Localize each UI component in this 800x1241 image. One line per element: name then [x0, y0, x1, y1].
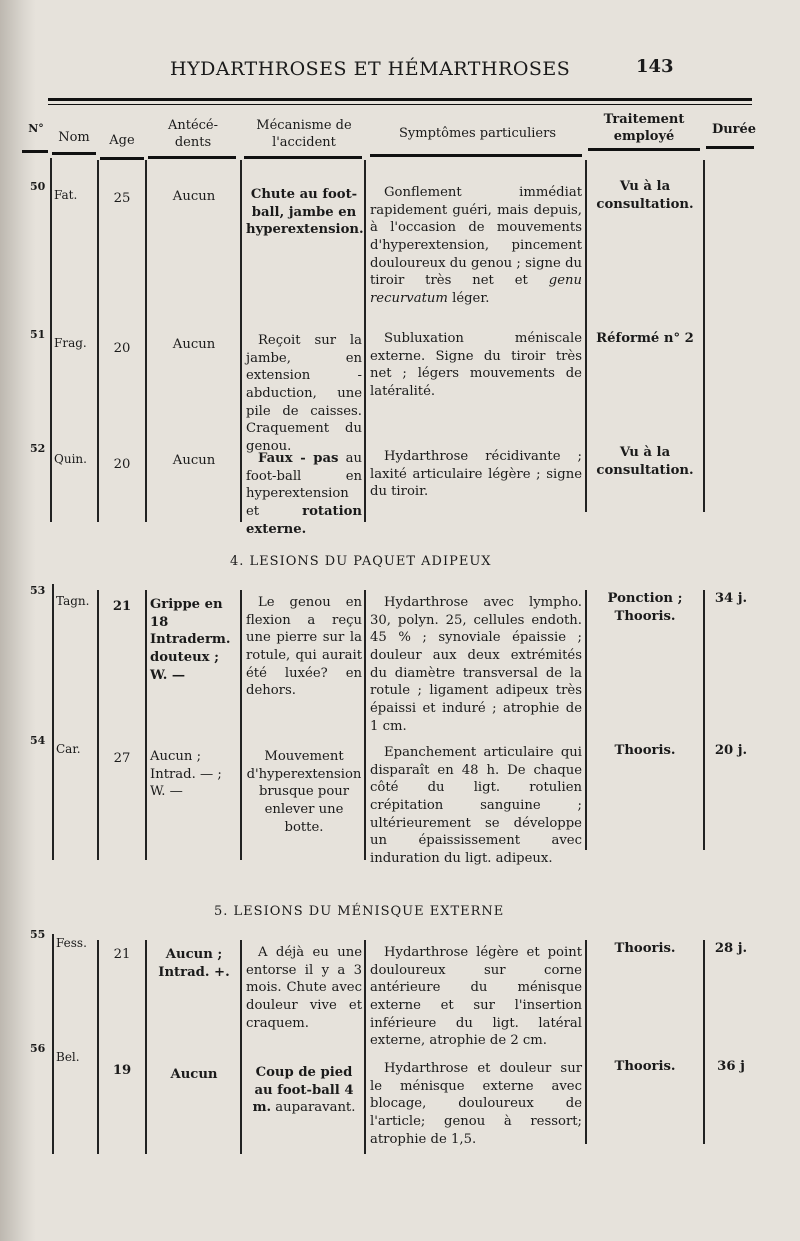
col-header-nom: Nom: [58, 130, 90, 145]
col-header-age: Age: [109, 133, 135, 148]
row-traitement: Ponction ; Thooris.: [607, 591, 683, 624]
header-rule-antecedents: [148, 156, 236, 159]
row-number: 50: [30, 180, 46, 193]
row-age: 25: [113, 191, 131, 206]
mecanisme-bold: rotation externe.: [246, 504, 362, 537]
col-rule: [145, 160, 147, 522]
col-header-no: N°: [28, 122, 44, 135]
header-rule-mecanisme: [244, 156, 362, 159]
col-header-traitement: Traitement employé: [603, 112, 685, 144]
col-rule: [364, 160, 366, 522]
mecanisme-bold: Coup de pied au foot-ball 4 m.: [252, 1065, 354, 1116]
col-rule: [52, 934, 54, 1154]
header-rule-no: [22, 150, 48, 153]
row-duree: 34 j.: [714, 591, 748, 606]
row-antecedents: Aucun ; Intrad. — ; W. —: [150, 749, 222, 800]
row-traitement: Réformé n° 2: [596, 331, 694, 346]
header-rule-nom: [52, 152, 96, 155]
section-title-5: 5. LESIONS DU MÉNISQUE EXTERNE: [214, 904, 505, 919]
col-rule: [703, 590, 705, 850]
row-traitement: Vu à la consultation.: [596, 445, 694, 478]
col-header-antecedents: Antécé- dents: [167, 118, 219, 150]
row-nom: Bel.: [56, 1050, 80, 1064]
header-rule-duree: [706, 146, 754, 149]
row-traitement: Thooris.: [614, 1059, 676, 1074]
row-mecanisme: [246, 450, 362, 538]
col-rule: [50, 158, 52, 522]
col-rule: [145, 590, 147, 860]
row-nom: Tagn.: [56, 594, 90, 608]
row-traitement: Thooris.: [614, 743, 676, 758]
col-rule: [240, 160, 242, 522]
row-number: 55: [30, 928, 46, 941]
row-nom: Frag.: [54, 336, 87, 350]
col-rule: [240, 590, 242, 860]
header-rule-age: [100, 157, 144, 160]
col-rule: [145, 940, 147, 1154]
row-mecanisme: Mouvement d'hyperextension brusque pour enlever une botte.: [246, 749, 362, 835]
row-mecanisme: Le genou en flexion a reçu une pierre sur la rotule, qui aurait été luxée? en dehors.: [246, 595, 362, 699]
running-title: HYDARTHROSES ET HÉMARTHROSES: [170, 58, 571, 80]
row-nom: Quin.: [54, 452, 87, 466]
mecanisme-bold: Faux - pas: [258, 451, 339, 466]
header-rule-traitement: [588, 148, 700, 151]
row-symptomes: Subluxation méniscale externe. Signe du tiroir très net ; légers mouvements de latéralité.: [370, 331, 582, 400]
col-rule: [97, 940, 99, 1154]
row-symptomes: Hydarthrose avec lympho. 30, polyn. 25, cellules endoth. 45 % ; synoviale épaissie ; douleur aux deux extrémités du diamètre transversal de la rotule ; ligament adipeux très épaissi et induré ; atrophie de 1 cm.: [370, 595, 582, 734]
mecanisme-text: auparavant.: [271, 1100, 356, 1116]
col-rule: [240, 940, 242, 1154]
row-traitement: Thooris.: [614, 941, 676, 956]
col-header-duree: Durée: [711, 122, 757, 137]
page-number: 143: [636, 56, 674, 77]
row-duree: 20 j.: [714, 743, 748, 758]
row-age: 20: [113, 341, 131, 356]
col-rule: [585, 590, 587, 850]
col-rule: [703, 940, 705, 1144]
row-antecedents: Grippe en 18 Intraderm. douteux ; W. —: [150, 597, 231, 683]
header-rule-symptomes: [370, 154, 582, 157]
section-title-4: 4. LESIONS DU PAQUET ADIPEUX: [230, 554, 492, 569]
row-nom: Fess.: [56, 936, 87, 950]
row-number: 53: [30, 584, 46, 597]
row-duree: 36 j: [717, 1059, 745, 1074]
col-rule: [97, 160, 99, 522]
symptomes-text: léger.: [447, 291, 490, 307]
row-symptomes: Hydarthrose et douleur sur le ménisque externe avec blocage, douloureux de l'article; genou à ressort; atrophie de 1,5.: [370, 1061, 582, 1147]
row-number: 51: [30, 328, 46, 341]
row-age: 21: [113, 947, 131, 962]
col-rule: [97, 590, 99, 860]
row-traitement: Vu à la consultation.: [596, 179, 694, 212]
row-antecedents: Aucun: [172, 453, 216, 468]
col-header-mecanisme: Mécanisme de l'accident: [256, 118, 352, 150]
row-antecedents: Aucun: [170, 1067, 218, 1082]
row-age: 20: [113, 457, 131, 472]
row-antecedents: Aucun: [172, 337, 216, 352]
col-rule: [585, 940, 587, 1144]
row-antecedents: Aucun ; Intrad. +.: [158, 947, 230, 980]
row-nom: Fat.: [54, 188, 78, 202]
col-rule: [52, 584, 54, 860]
row-mecanisme: Chute au foot-ball, jambe en hyperextension.: [246, 187, 364, 238]
symptomes-text: Gonflement immédiat rapidement guéri, mais depuis, à l'occasion de mouvements d'hyperextension, pincement douloureux du genou ; signe du tiroir très net et: [370, 185, 582, 289]
row-mecanisme: A déjà eu une entorse il y a 3 mois. Chute avec douleur vive et craquem.: [246, 945, 362, 1031]
symptomes-italic: genu recurvatum: [370, 273, 582, 307]
row-symptomes: [370, 184, 582, 308]
row-mecanisme: [246, 1064, 362, 1117]
mecanisme-text: au foot-ball en hyperextension et: [246, 451, 362, 520]
top-rule: [48, 98, 752, 101]
row-age: 19: [112, 1063, 132, 1078]
row-mecanisme: Reçoit sur la jambe, en extension - abduction, une pile de caisses. Craquement du genou.: [246, 333, 362, 455]
row-symptomes: Epanchement articulaire qui disparaît en 48 h. De chaque côté du ligt. rotulien crépitation sanguine ; ultérieurement se développe un épaississement avec induration du ligt. adipeux.: [370, 745, 582, 867]
col-rule: [585, 160, 587, 512]
row-number: 54: [30, 734, 46, 747]
row-age: 21: [112, 599, 132, 614]
row-symptomes: Hydarthrose récidivante ; laxité articulaire légère ; signe du tiroir.: [370, 449, 582, 500]
row-duree: 28 j.: [714, 941, 748, 956]
row-number: 56: [30, 1042, 46, 1055]
top-rule-thin: [48, 104, 752, 105]
row-number: 52: [30, 442, 46, 455]
row-nom: Car.: [56, 742, 81, 756]
col-rule: [364, 940, 366, 1154]
col-header-symptomes: Symptômes particuliers: [399, 126, 556, 141]
col-rule: [703, 160, 705, 512]
row-age: 27: [113, 751, 131, 766]
row-symptomes: Hydarthrose légère et point douloureux sur corne antérieure du ménisque externe et sur l'insertion inférieure du ligt. latéral externe, atrophie de 2 cm.: [370, 945, 582, 1049]
col-rule: [364, 590, 366, 860]
row-antecedents: Aucun: [172, 189, 216, 204]
